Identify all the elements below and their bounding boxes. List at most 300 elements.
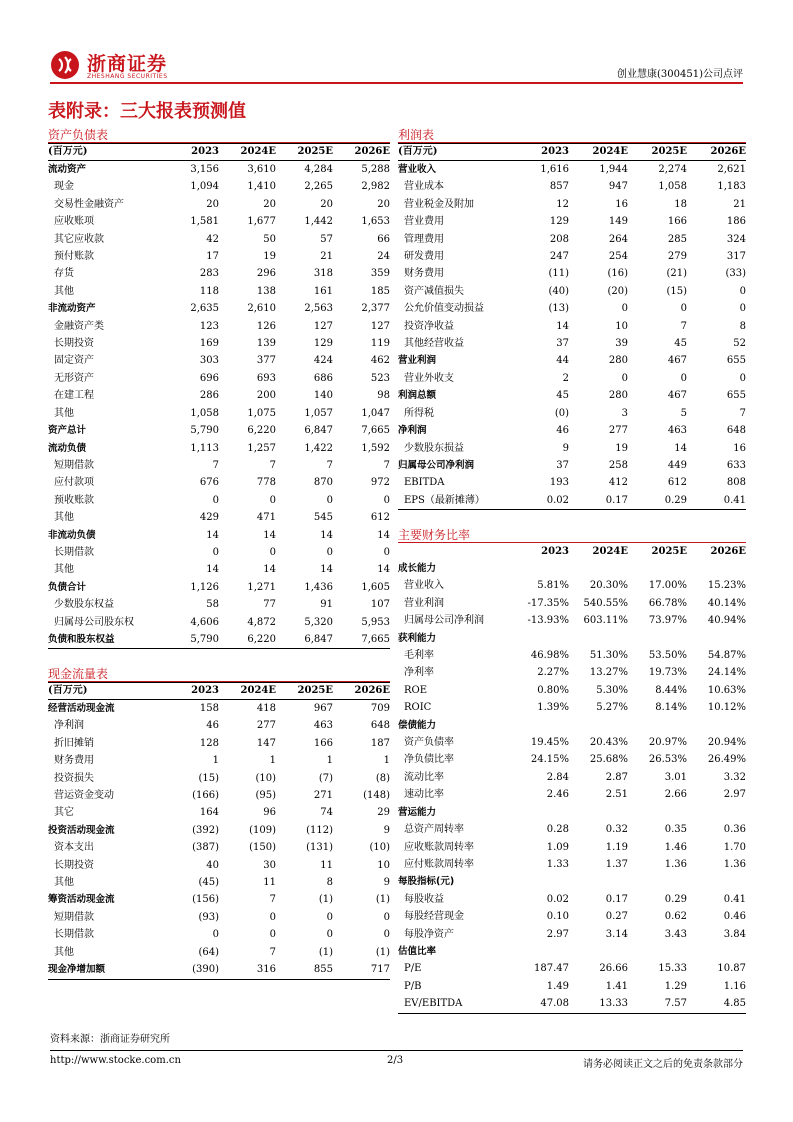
cell-value: 20	[206, 198, 219, 210]
cell-value: 318	[313, 268, 333, 280]
row-label: 财务费用	[54, 755, 94, 767]
cell-value: 283	[199, 268, 219, 280]
cell-value: 0.17	[605, 893, 628, 905]
table-row	[48, 527, 390, 544]
table-row	[48, 891, 390, 908]
cell-value: 0.32	[605, 824, 628, 836]
row-label: 净利润	[54, 720, 84, 732]
cell-value: 377	[256, 355, 276, 367]
cell-value: 0	[739, 285, 746, 297]
table-row	[398, 926, 746, 943]
table-row	[48, 926, 390, 943]
cell-value: 1,592	[361, 442, 390, 454]
row-label: 净利润	[398, 425, 427, 437]
cell-value: (148)	[363, 790, 390, 802]
row-label: 其他	[54, 877, 74, 889]
cell-value	[687, 560, 746, 577]
cell-value: (1)	[318, 946, 333, 958]
cell-value: (11)	[548, 268, 569, 280]
row-label: 应收账款周转率	[404, 841, 474, 853]
cell-value: 107	[370, 599, 390, 611]
row-label: 其他	[54, 407, 74, 419]
cell-value: 3	[621, 407, 628, 419]
cell-value: 0	[212, 546, 219, 558]
cell-value: 25.68%	[589, 754, 628, 766]
income-statement-title: 利润表	[398, 128, 435, 142]
row-label: 少数股东损益	[404, 442, 464, 454]
cell-value: 857	[549, 181, 569, 193]
row-label: 筹资活动现金流	[48, 894, 115, 906]
cell-value: 118	[199, 285, 219, 297]
cash-flow-title: 现金流量表	[48, 667, 109, 681]
cell-value: 5,953	[361, 616, 390, 628]
table-row	[48, 944, 390, 961]
cell-value: 11	[320, 859, 333, 871]
cell-value: 158	[199, 703, 219, 714]
cell-value: 1,442	[304, 216, 333, 228]
cell-value: 139	[256, 338, 276, 350]
row-label: 长期借款	[54, 546, 94, 558]
row-label: 资本支出	[54, 842, 94, 854]
cell-value: 467	[667, 355, 687, 367]
cell-value: 1.49	[546, 980, 569, 992]
table-row	[48, 492, 390, 509]
table-row	[398, 440, 746, 457]
row-label: 毛利率	[404, 650, 434, 662]
cell-value: 412	[608, 477, 628, 489]
cell-value: 1	[212, 755, 219, 767]
cell-value: 119	[370, 338, 390, 350]
cell-value: 6,847	[304, 425, 333, 437]
table-row	[398, 457, 746, 474]
table-row	[398, 577, 746, 594]
cell-value: 26.49%	[707, 754, 746, 766]
cell-value: 7	[269, 946, 276, 958]
cell-value: (15)	[198, 772, 219, 784]
cell-value: 169	[199, 338, 219, 350]
cell-value: 9	[383, 877, 390, 889]
cell-value: 2.27%	[537, 667, 569, 679]
year-header: 2023	[162, 144, 219, 161]
cell-value: 0	[269, 546, 276, 558]
year-header: 2024E	[219, 683, 276, 700]
cell-value	[510, 717, 569, 734]
table-row	[398, 769, 746, 786]
row-label: 财务费用	[404, 268, 444, 280]
row-label: 每股经营现金	[404, 911, 464, 923]
table-row	[48, 387, 390, 404]
table-header-row	[48, 144, 390, 161]
year-header: 2026E	[333, 683, 390, 700]
cell-value: 303	[199, 355, 219, 367]
row-label: 负债合计	[48, 581, 87, 593]
cell-value: 187	[370, 737, 390, 749]
cell-value: 0.02	[546, 893, 569, 905]
year-header: 2024E	[592, 546, 628, 557]
cell-value: 5,320	[304, 616, 333, 628]
row-label: 所得税	[404, 407, 434, 419]
cell-value: 1.36	[723, 858, 746, 870]
cell-value: 280	[608, 390, 628, 402]
row-label: 净利率	[404, 667, 434, 679]
cell-value: 0	[326, 494, 333, 506]
cell-value: 57	[320, 233, 333, 245]
table-row	[398, 370, 746, 387]
cell-value	[510, 804, 569, 821]
cell-value: 2,274	[658, 164, 687, 175]
cell-value: 0.29	[628, 492, 687, 510]
cell-value: 4,872	[247, 616, 276, 628]
cell-value: 280	[608, 355, 628, 367]
row-label: 短期借款	[54, 911, 94, 923]
cell-value: 10.63%	[707, 684, 746, 696]
cell-value: (1)	[318, 894, 333, 906]
table-header-row	[398, 144, 746, 161]
cell-value: 50	[263, 233, 276, 245]
cell-value: 540.55%	[583, 597, 628, 609]
cell-value: (10)	[255, 772, 276, 784]
table-row	[398, 717, 746, 734]
row-label: 应付款项	[54, 477, 94, 489]
table-row	[48, 770, 390, 787]
cell-value: 40.14%	[707, 597, 746, 609]
cell-value: (93)	[198, 911, 219, 923]
table-row	[398, 630, 746, 647]
cell-value: -17.35%	[527, 597, 569, 609]
cell-value: 208	[549, 233, 569, 245]
cell-value	[628, 560, 687, 577]
cell-value: 0	[326, 546, 333, 558]
cell-value: 1,058	[190, 407, 219, 419]
cell-value: 47.08	[510, 995, 569, 1013]
row-label: ROIC	[404, 702, 432, 714]
cell-value: 46	[206, 720, 219, 732]
cell-value: 7	[212, 459, 219, 471]
cell-value: 2,610	[247, 303, 276, 315]
table-row	[48, 283, 390, 300]
row-label: 每股指标(元)	[398, 876, 455, 888]
cell-value: 972	[370, 477, 390, 489]
cell-value: 1,581	[190, 216, 219, 228]
header-divider	[50, 82, 743, 84]
row-label: 研发费用	[404, 251, 444, 263]
table-row	[398, 178, 746, 195]
cell-value: 648	[726, 425, 746, 437]
cell-value: (21)	[666, 268, 687, 280]
cell-value: 3,156	[190, 164, 219, 175]
table-row	[398, 387, 746, 404]
cell-value: 1,075	[247, 407, 276, 419]
table-row	[48, 300, 390, 317]
footer-url[interactable]: http://www.stocke.com.cn	[50, 1055, 181, 1066]
cell-value: (156)	[192, 894, 219, 906]
cell-value: 166	[667, 216, 687, 228]
cell-value: 0.10	[546, 911, 569, 923]
cell-value: (33)	[725, 268, 746, 280]
cell-value: 14	[206, 529, 219, 541]
row-label: 其他	[54, 285, 74, 297]
row-label: 预收账款	[54, 494, 94, 506]
table-row	[48, 213, 390, 230]
cell-value: 855	[276, 961, 333, 979]
cell-value: 1.09	[546, 841, 569, 853]
table-row	[398, 213, 746, 230]
year-header: 2026E	[687, 144, 746, 161]
logo-en-text: ZHESHANG SECURITIES	[87, 73, 168, 80]
cell-value: 14	[556, 320, 569, 332]
cell-value: 449	[667, 459, 687, 471]
cell-value: 648	[370, 720, 390, 732]
cell-value: 0.28	[546, 824, 569, 836]
cell-value: 808	[726, 477, 746, 489]
cell-value: 161	[313, 285, 333, 297]
cell-value: 693	[256, 372, 276, 384]
cell-value: 37	[556, 338, 569, 350]
row-label: 每股净资产	[404, 928, 454, 940]
cell-value: (112)	[306, 824, 333, 836]
cell-value: 264	[608, 233, 628, 245]
cell-value: 14	[674, 442, 687, 454]
cell-value: 5	[680, 407, 687, 419]
table-row	[398, 231, 746, 248]
cell-value: 129	[549, 216, 569, 228]
cell-value: 3.14	[605, 928, 628, 940]
row-label: 预付账款	[54, 251, 94, 263]
cell-value: 10.87	[717, 963, 746, 975]
cell-value: 467	[667, 390, 687, 402]
table-row	[48, 544, 390, 561]
cell-value: 1.29	[664, 980, 687, 992]
table-row	[398, 492, 746, 510]
table-row	[48, 561, 390, 578]
page-title: 表附录：三大报表预测值	[48, 101, 246, 122]
cell-value	[687, 804, 746, 821]
cell-value: 0	[212, 494, 219, 506]
row-label: 存货	[54, 268, 74, 280]
cell-value: 73.97%	[648, 615, 687, 627]
row-label: P/B	[404, 980, 422, 992]
cell-value	[510, 943, 569, 960]
cell-value	[569, 943, 628, 960]
row-label: 非流动负债	[48, 529, 96, 541]
cell-value: 0.36	[723, 824, 746, 836]
cell-value: 870	[313, 477, 333, 489]
table-header-row	[398, 543, 746, 560]
cell-value: (150)	[249, 842, 276, 854]
cell-value: 14	[263, 564, 276, 576]
income-statement-table	[398, 143, 746, 510]
table-row	[48, 787, 390, 804]
cell-value: 324	[726, 233, 746, 245]
cell-value: 45	[674, 338, 687, 350]
table-row	[398, 786, 746, 803]
cell-value: (64)	[198, 946, 219, 958]
footer-divider	[50, 1050, 743, 1051]
cell-value: 709	[370, 703, 390, 714]
cell-value: 127	[313, 320, 333, 332]
cell-value: 7	[739, 407, 746, 419]
cell-value: 19.73%	[648, 667, 687, 679]
row-label: 其他	[54, 512, 74, 524]
cell-value: 29	[377, 807, 390, 819]
cell-value: 1,271	[247, 581, 276, 593]
cell-value: 2,563	[304, 303, 333, 315]
cell-value: 0	[269, 494, 276, 506]
table-row	[398, 248, 746, 265]
cell-value: (40)	[548, 285, 569, 297]
cell-value: 96	[263, 807, 276, 819]
cell-value: 1.19	[605, 841, 628, 853]
cell-value: 277	[256, 720, 276, 732]
row-label: 营业收入	[398, 164, 437, 175]
cell-value: 429	[199, 512, 219, 524]
cell-value: 20.43%	[589, 737, 628, 749]
cell-value: 24	[377, 251, 390, 263]
row-label: 交易性金融资产	[54, 198, 124, 210]
table-row	[398, 856, 746, 873]
cell-value: 127	[370, 320, 390, 332]
cell-value: (15)	[666, 285, 687, 297]
cell-value: 4,606	[190, 616, 219, 628]
table-row	[398, 422, 746, 439]
cell-value: 1,113	[190, 442, 219, 454]
cell-value: 91	[320, 599, 333, 611]
cell-value: 0.46	[723, 911, 746, 923]
table-row	[398, 839, 746, 856]
cell-value: 0	[739, 303, 746, 315]
cell-value: 10	[615, 320, 628, 332]
logo-mark-icon	[50, 50, 80, 80]
cell-value: 1.46	[664, 841, 687, 853]
row-label: 流动负债	[48, 442, 87, 454]
cell-value: 7,665	[333, 631, 390, 649]
cell-value: 15.33	[658, 963, 687, 975]
cell-value: 10.12%	[707, 702, 746, 714]
cell-value: 1	[326, 755, 333, 767]
year-header: 2023	[510, 144, 569, 161]
year-header: 2025E	[628, 144, 687, 161]
table-row	[398, 751, 746, 768]
cell-value: 13.33	[569, 995, 628, 1013]
row-label: 营运资金变动	[54, 790, 114, 802]
table-row	[398, 300, 746, 317]
cell-value: 193	[549, 477, 569, 489]
cell-value: (166)	[192, 790, 219, 802]
cell-value: 128	[199, 737, 219, 749]
cell-value: (392)	[192, 824, 219, 836]
cell-value: 0.02	[510, 492, 569, 510]
cell-value: 258	[608, 459, 628, 471]
cell-value: 1,616	[540, 164, 569, 175]
cell-value	[510, 873, 569, 890]
row-label: 投资净收益	[404, 320, 454, 332]
table-row	[48, 874, 390, 891]
row-label: 营业外收支	[404, 372, 454, 384]
table-row	[48, 839, 390, 856]
cell-value: 7.57	[628, 995, 687, 1013]
cell-value: 14	[377, 529, 390, 541]
cell-value: 0	[269, 929, 276, 941]
cell-value: 1.39%	[537, 702, 569, 714]
row-label: 短期借款	[54, 459, 94, 471]
cell-value: 17.00%	[648, 580, 687, 592]
row-label: 营业税金及附加	[404, 198, 474, 210]
row-label: 资产负债率	[404, 737, 454, 749]
cell-value: 7	[326, 459, 333, 471]
cell-value: 717	[333, 961, 390, 979]
cell-value: 0.62	[664, 911, 687, 923]
cell-value: 123	[199, 320, 219, 332]
cell-value: (387)	[192, 842, 219, 854]
cell-value: 633	[726, 459, 746, 471]
row-label: 无形资产	[54, 372, 94, 384]
row-label: 流动比率	[404, 771, 444, 783]
cell-value: 545	[313, 512, 333, 524]
cell-value: 0	[383, 546, 390, 558]
row-label: 资产总计	[48, 425, 87, 437]
row-label: 公允价值变动损益	[404, 303, 484, 315]
cell-value: 19	[615, 442, 628, 454]
cell-value: 164	[199, 807, 219, 819]
table-row	[48, 579, 390, 596]
cell-value: 46.98%	[530, 650, 569, 662]
cell-value: 21	[733, 198, 746, 210]
cell-value: 8.44%	[655, 684, 687, 696]
cell-value: 523	[370, 372, 390, 384]
row-label: 估值比率	[398, 945, 437, 957]
cell-value: 18	[674, 198, 687, 210]
cell-value: 14	[320, 529, 333, 541]
cell-value: 6,220	[219, 631, 276, 649]
cell-value: 149	[608, 216, 628, 228]
cell-value: 24.15%	[530, 754, 569, 766]
cell-value: 3,610	[247, 164, 276, 175]
cell-value: 0	[269, 911, 276, 923]
table-row	[398, 647, 746, 664]
cell-value: 187.47	[534, 963, 569, 975]
table-row	[48, 752, 390, 769]
cell-value: 1,410	[247, 181, 276, 193]
cell-value: 20.97%	[648, 737, 687, 749]
cell-value: 1.33	[546, 858, 569, 870]
cell-value: 0	[383, 929, 390, 941]
row-label: 净负债比率	[404, 754, 454, 766]
table-row	[398, 734, 746, 751]
cell-value: 1,677	[247, 216, 276, 228]
cell-value: 2.97	[546, 928, 569, 940]
row-label: 少数股东权益	[54, 599, 114, 611]
cell-value: 1,058	[658, 181, 687, 193]
row-label: 金融资产类	[54, 320, 104, 332]
cell-value: 3.01	[664, 771, 687, 783]
cell-value: (13)	[548, 303, 569, 315]
cell-value: 0.27	[605, 911, 628, 923]
cell-value: 11	[263, 877, 276, 889]
cell-value: 655	[726, 355, 746, 367]
cell-value: 5.30%	[596, 684, 628, 696]
cell-value: 3.32	[723, 771, 746, 783]
cell-value: 1	[269, 755, 276, 767]
row-label: 其它应收款	[54, 233, 104, 245]
cell-value: 12	[556, 198, 569, 210]
cell-value: 7	[680, 320, 687, 332]
cell-value: 463	[313, 720, 333, 732]
cell-value: 286	[199, 390, 219, 402]
cell-value: 612	[370, 512, 390, 524]
cell-value: 20.30%	[589, 580, 628, 592]
table-row	[398, 699, 746, 716]
cell-value	[510, 630, 569, 647]
